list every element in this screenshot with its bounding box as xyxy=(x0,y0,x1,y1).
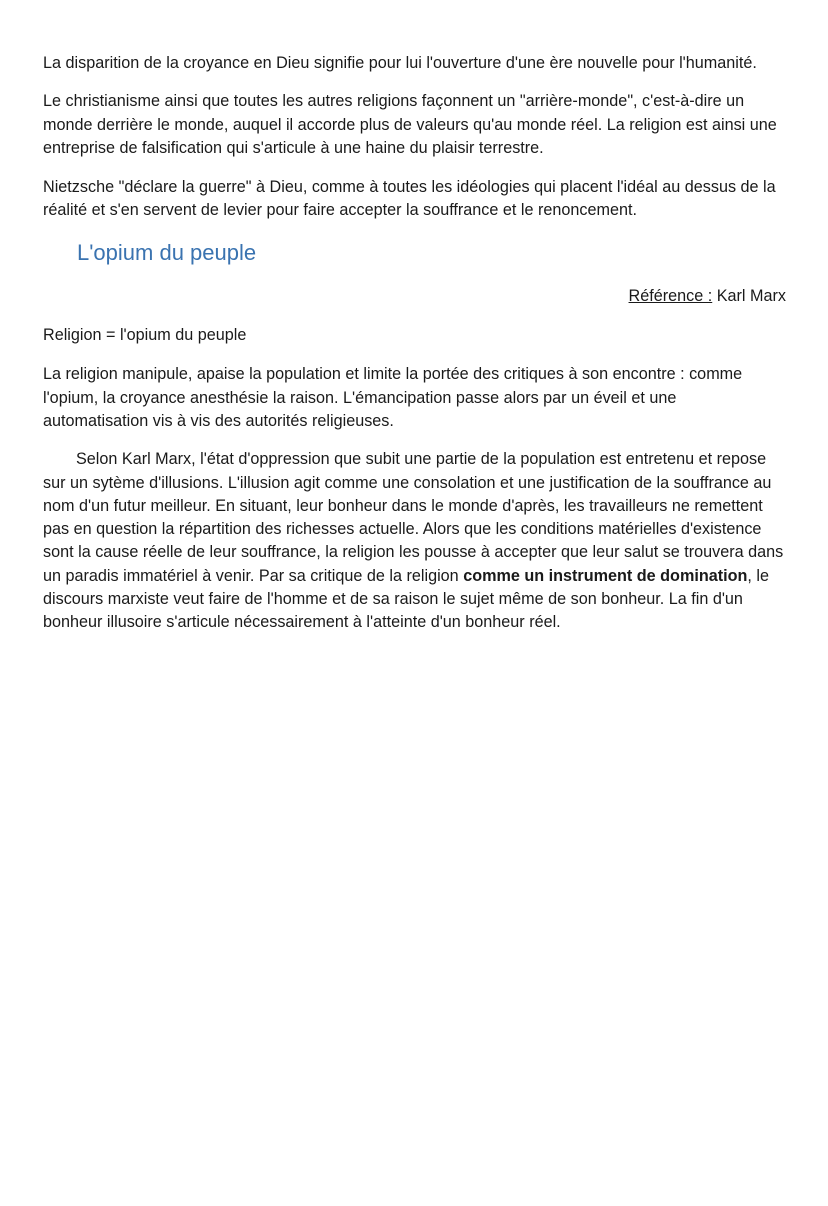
marx-text-end: , le discours marxiste veut faire de l'homme et de sa raison le sujet même de son bonheur. La fin d'un bonheur illusoire s'articule nécessairement à l'atteinte d'un bonheur réel. xyxy=(43,566,769,632)
paragraph-marx xyxy=(43,448,786,634)
reference-line xyxy=(43,285,786,308)
paragraph-nietzsche: Nietzsche "déclare la guerre" à Dieu, comme à toutes les idéologies qui placent l'idéal au dessus de la réalité et s'en servent de levier pour faire accepter la souffrance et le renoncement. xyxy=(43,178,776,220)
definition-line: Religion = l'opium du peuple xyxy=(43,326,247,345)
marx-text-bold: comme un instrument de domination xyxy=(463,566,748,585)
paragraph-christianisme: Le christianisme ainsi que toutes les autres religions façonnent un "arrière-monde", c'est-à-dire un monde derrière le monde, auquel il accorde plus de valeurs qu'au monde réel. La religion est ainsi une entreprise de falsification qui s'articule à une haine du plaisir terrestre. xyxy=(43,92,777,157)
reference-value: Karl Marx xyxy=(712,286,786,305)
section-heading: L'opium du peuple xyxy=(77,239,257,265)
reference-label: Référence : xyxy=(628,286,713,305)
paragraph-manipulation: La religion manipule, apaise la population et limite la portée des critiques à son encontre : comme l'opium, la croyance anesthésie la raison. L'émancipation passe alors par un éveil et une automatisation vis à vis des autorités religieuses. xyxy=(43,365,743,430)
paragraph-dieu: La disparition de la croyance en Dieu signifie pour lui l'ouverture d'une ère nouvelle pour l'humanité. xyxy=(43,54,757,72)
marx-text-start: Selon Karl Marx, l'état d'oppression que subit une partie de la population est entretenu et repose sur un sytème d'illusions. L'illusion agit comme une consolation et une justification de la souffrance au nom d'un futur meilleur. En situant, leur bonheur dans le monde d'après, les travailleurs ne remettent pas en question la répartition des richesses actuelle. Alors que les conditions matérielles d'existence sont la cause réelle de leur souffrance, la religion les pousse à accepter que leur salut se trouvera dans un paradis immatériel à venir. Par sa critique de la religion xyxy=(43,450,784,585)
